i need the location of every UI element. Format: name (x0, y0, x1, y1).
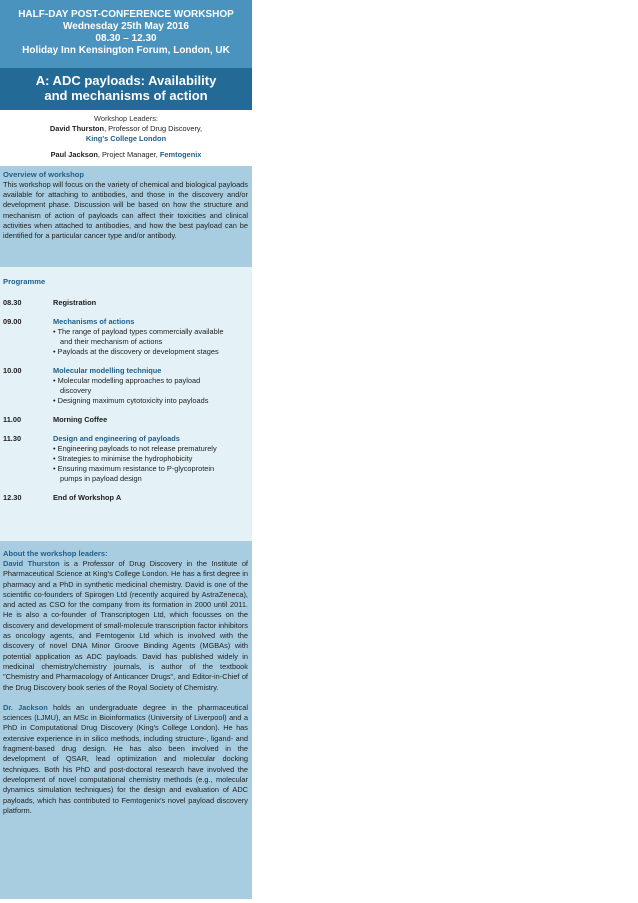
workshop-title (0, 68, 252, 110)
leader-1-role: , Professor of Drug Discovery, (104, 124, 203, 133)
programme-item (3, 434, 248, 484)
about-jackson-name: Dr. Jackson (3, 702, 48, 712)
programme-time: 12.30 (3, 493, 22, 502)
programme-title: Morning Coffee (53, 415, 108, 424)
programme-bullet: • Designing maximum cytotoxicity into payloads (53, 396, 209, 405)
title-line-1: A: ADC payloads: Availability (35, 73, 217, 88)
leader-2 (0, 150, 252, 160)
header-time: 08.30 – 12.30 (95, 33, 157, 44)
programme-title: Registration (53, 298, 97, 307)
programme-item (3, 493, 248, 503)
about-section (0, 541, 252, 899)
overview-text: This workshop will focus on the variety of chemical and biological payloads available for attaching to antibodies, and those in the discovery and/or development phase. Discussion will be based on how the structure and mechanism of action of payloads can affect their toxicities and clinical activities when attached to antibodies, and how the best payload can be identified for a particular cancer type and/or antibody. (3, 180, 248, 241)
programme-bullet: • Molecular modelling approaches to payload discovery (53, 376, 201, 395)
about-thurston (3, 559, 248, 693)
leader-1-org: King's College London (85, 134, 167, 143)
programme-time: 08.30 (3, 298, 22, 307)
about-jackson-text: holds an undergraduate degree in the pharmaceutical sciences (LJMU), an MSc in Bioinformatics (University of Liverpool) and a PhD in Computational Drug Discovery (King's College London). He has extensive experience in in silico methods, including structure-, ligand- and fragment-based drug design. He has also been involved in the development of QSAR, lead optimization and molecular docking techniques. Both his PhD and post-doctoral research have involved the development of novel computational chemistry methods (e.g., molecular dynamics simulation techniques) for the design and evaluation of ADC payloads, which has contributed to Femtogenix's novel payload discovery platform. (3, 702, 248, 815)
about-thurston-name: David Thurston (3, 559, 60, 568)
leader-2-name: Paul Jackson (50, 150, 98, 159)
leader-1 (0, 124, 252, 134)
leader-2-org: Femtogenix (159, 150, 202, 159)
header-title: HALF-DAY POST-CONFERENCE WORKSHOP (18, 9, 234, 20)
programme-section (0, 267, 252, 541)
programme-title: Molecular modelling technique (53, 366, 162, 375)
about-jackson (3, 703, 248, 816)
overview-section (0, 166, 252, 267)
title-line-2: and mechanisms of action (44, 88, 208, 103)
workshop-header (0, 0, 252, 68)
programme-item (3, 415, 248, 425)
programme-bullet: • Engineering payloads to not release prematurely (53, 444, 217, 453)
programme-bullet: • The range of payload types commercially available and their mechanism of actions (53, 327, 224, 346)
header-venue: Holiday Inn Kensington Forum, London, UK (22, 45, 230, 56)
programme-item (3, 366, 248, 406)
about-thurston-text: is a Professor of Drug Discovery in the Institute of Pharmaceutical Science at King's College London. He has a first degree in pharmacy and a PhD in synthetic medicinal chemistry. David is one of the scientific co-founders of Spirogen Ltd (recently acquired by AstraZeneca), and acted as CSO for the company from its formation in 2000 until 2011. He is also a co-founder of Transcriptogen Ltd, which focusses on the discovery and development of small-molecule transcription factor inhibitors as oncology agents, and Femtogenix Ltd which is involved with the discovery of novel DNA Minor Groove Binding Agents (MGBAs) with potential application as ADC payloads. David has published widely in medicinal chemistry/chemistry journals, is author of the textbook "Chemistry and Pharmacology of Anticancer Drugs", and Editor-in-Chief of the Drug Discovery book series of the Royal Society of Chemistry. (3, 559, 248, 692)
workshop-leaders (0, 110, 252, 166)
overview-heading: Overview of workshop (3, 170, 85, 179)
programme-title: Mechanisms of actions (53, 317, 135, 326)
leaders-heading: Workshop Leaders: (94, 114, 158, 123)
programme-heading: Programme (3, 277, 46, 286)
programme-time: 11.30 (3, 434, 22, 443)
programme-item (3, 317, 248, 357)
about-heading: About the workshop leaders: (3, 549, 108, 558)
programme-time: 09.00 (3, 317, 22, 326)
programme-time: 10.00 (3, 366, 22, 375)
programme-time: 11.00 (3, 415, 22, 424)
workshop-column (0, 0, 252, 899)
leader-1-name: David Thurston (49, 124, 105, 133)
programme-title: Design and engineering of payloads (53, 434, 180, 443)
leader-2-role: , Project Manager, (97, 150, 158, 159)
programme-title: End of Workshop A (53, 493, 122, 502)
programme-item (3, 298, 248, 308)
programme-bullet: • Payloads at the discovery or development stages (53, 347, 219, 356)
header-date: Wednesday 25th May 2016 (63, 21, 189, 32)
programme-bullet: • Strategies to minimise the hydrophobicity (53, 454, 193, 463)
programme-bullet: • Ensuring maximum resistance to P-glycoprotein pumps in payload design (53, 464, 215, 483)
